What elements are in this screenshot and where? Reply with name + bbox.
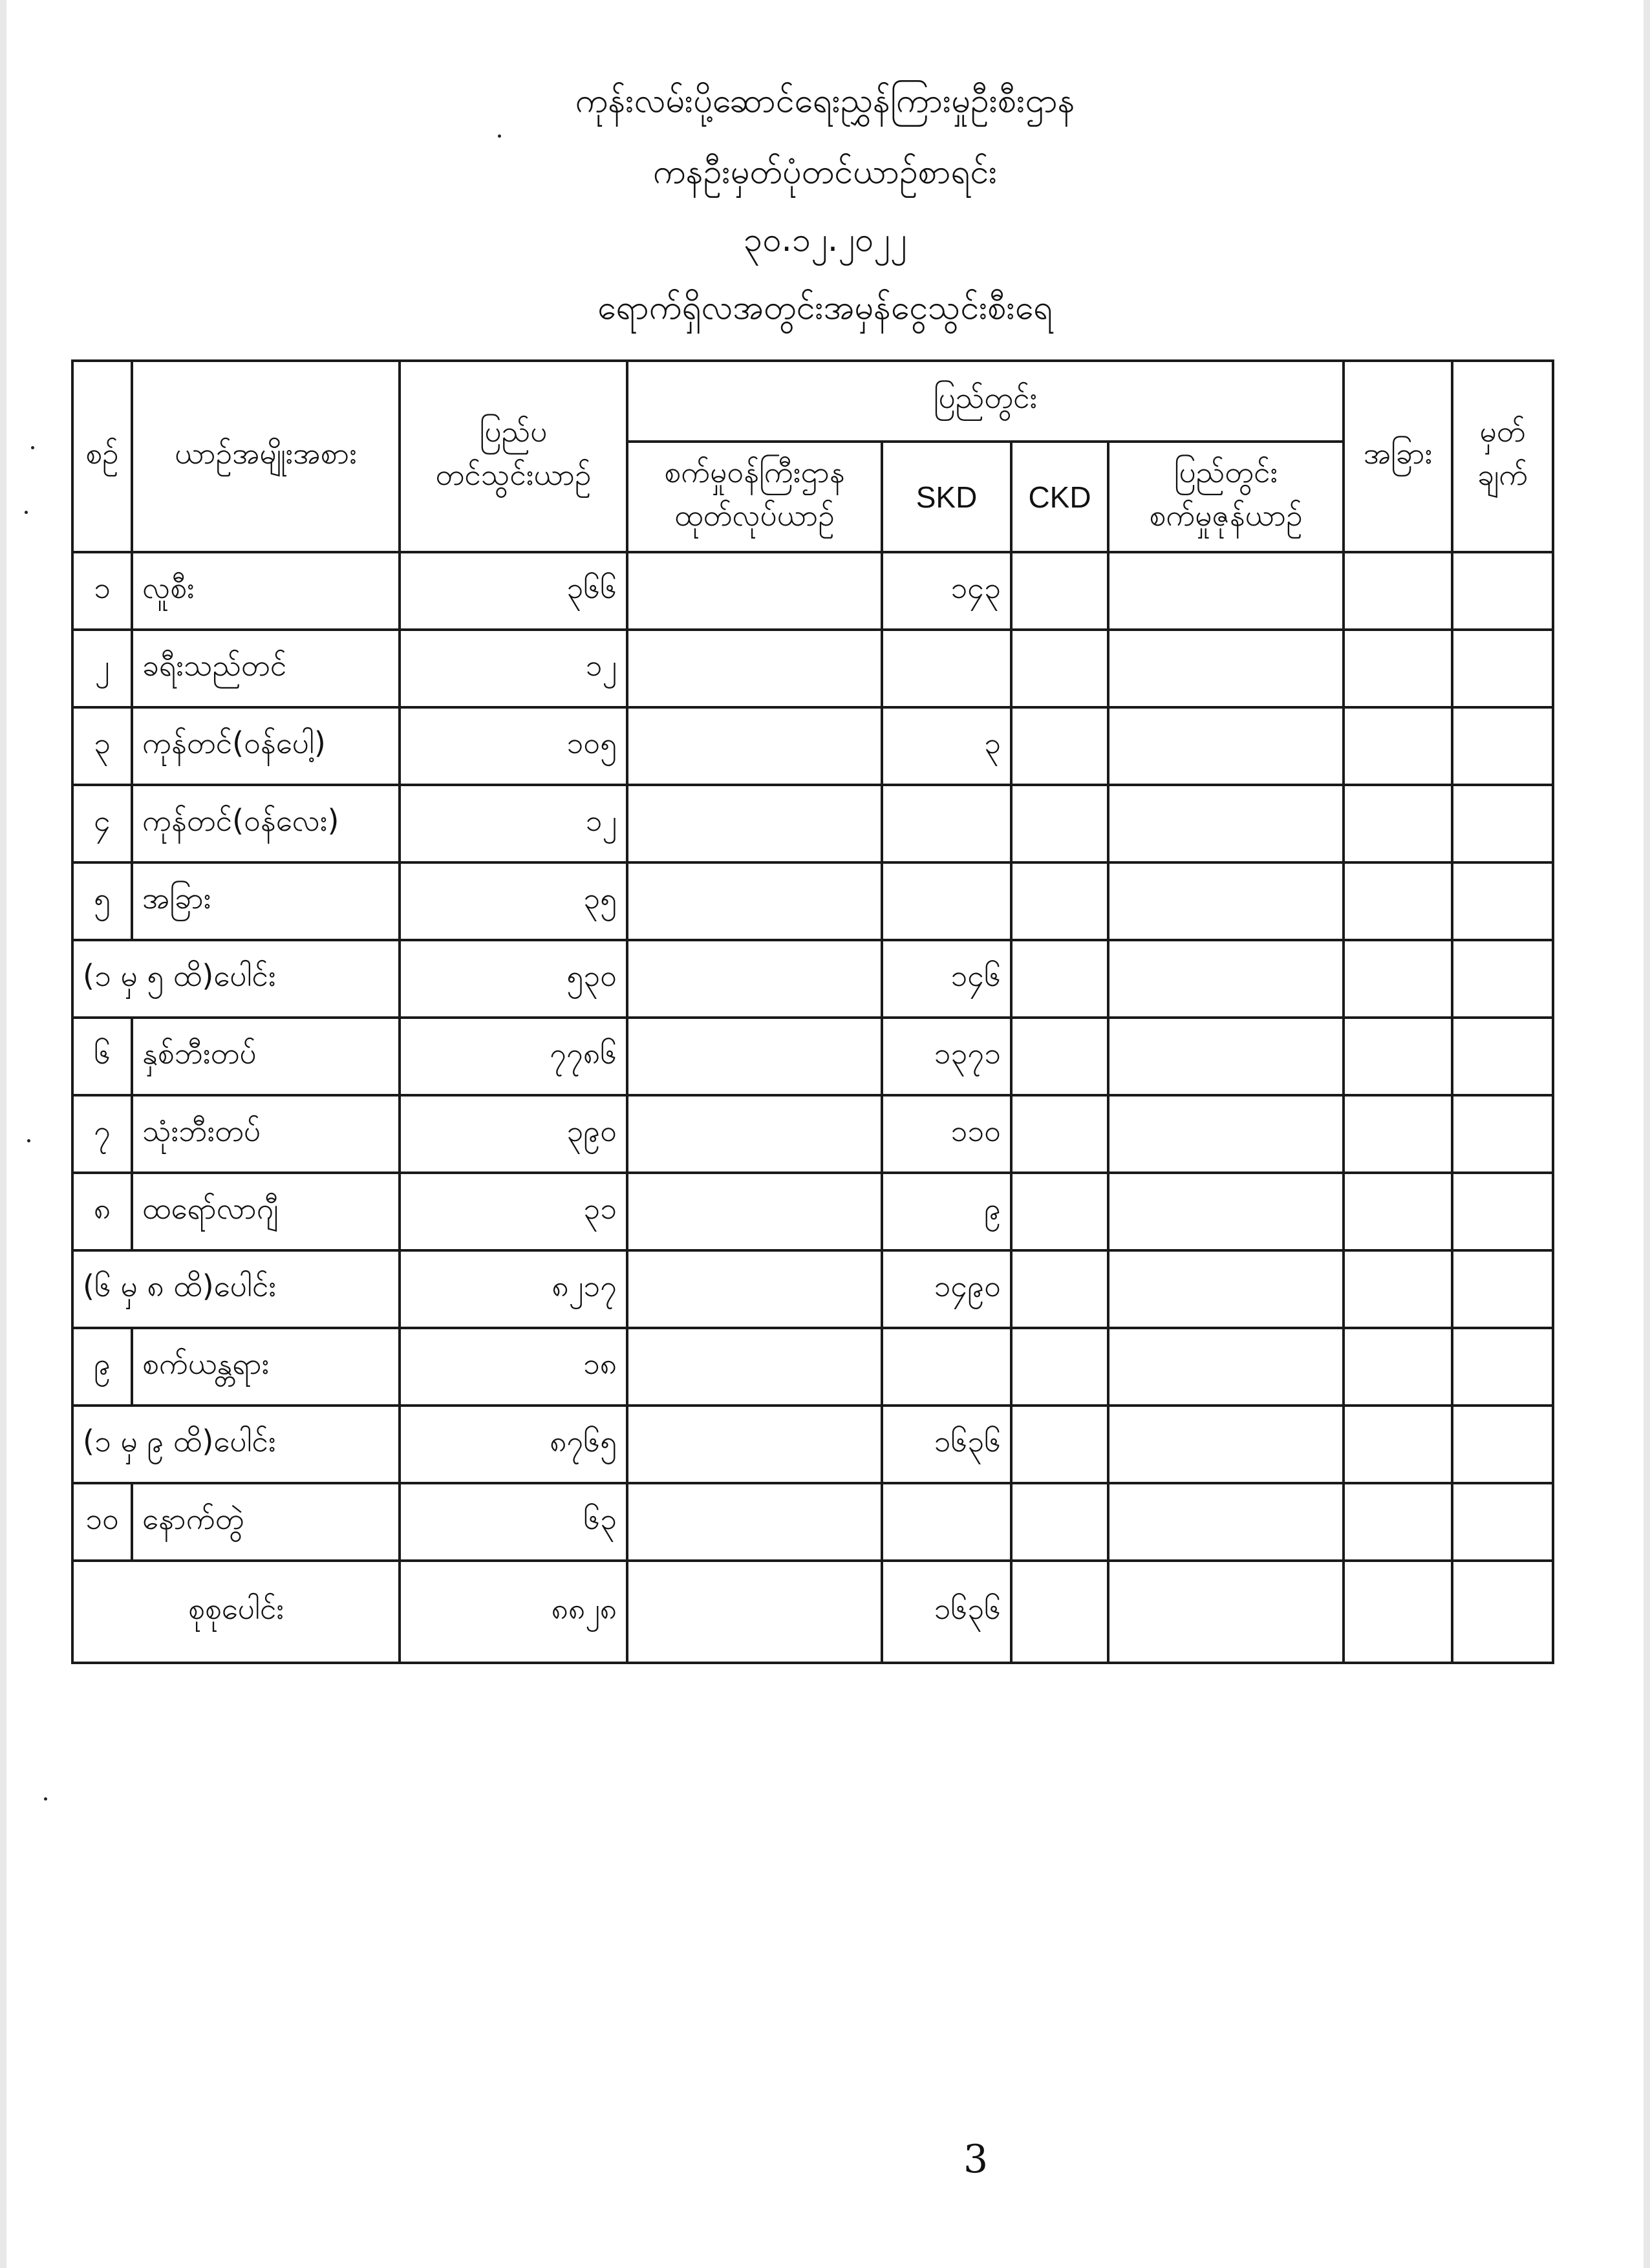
imported-cell: ၁၀၅ xyxy=(400,707,627,785)
col-header-ministry: စက်မှုဝန်ကြီးဌာန ထုတ်လုပ်ယာဉ် xyxy=(627,442,882,552)
domestic-industry-cell xyxy=(1108,862,1344,940)
ckd-cell xyxy=(1011,1018,1108,1095)
remarks-cell xyxy=(1452,940,1553,1018)
grand-total-row xyxy=(72,1561,1553,1663)
col-header-other: အခြား xyxy=(1344,361,1452,552)
vehicle-type-cell: နှစ်ဘီးတပ် xyxy=(132,1018,400,1095)
subtotal-row xyxy=(72,940,1553,1018)
ckd-cell xyxy=(1011,1406,1108,1483)
remarks-cell xyxy=(1452,1328,1553,1406)
domestic-industry-cell xyxy=(1108,552,1344,630)
ministry-cell xyxy=(627,707,882,785)
col-header-ckd: CKD xyxy=(1011,442,1108,552)
skd-cell xyxy=(882,1328,1011,1406)
table-row xyxy=(72,630,1553,707)
other-cell xyxy=(1344,1561,1452,1663)
skd-cell xyxy=(882,630,1011,707)
vehicle-type-cell: နောက်တွဲ xyxy=(132,1483,400,1561)
ministry-cell xyxy=(627,940,882,1018)
other-cell xyxy=(1344,552,1452,630)
ckd-cell xyxy=(1011,1095,1108,1173)
col-header-remarks: မှတ် ချက် xyxy=(1452,361,1553,552)
ckd-cell xyxy=(1011,785,1108,862)
scan-edge-left xyxy=(0,0,6,2268)
document-date: ၃၀.၁၂.၂၀၂၂ xyxy=(743,220,907,259)
imported-cell: ၁၂ xyxy=(400,630,627,707)
subtotal-row xyxy=(72,1250,1553,1328)
skd-cell: ၁၄၉၀ xyxy=(882,1250,1011,1328)
skd-cell: ၃ xyxy=(882,707,1011,785)
ministry-cell xyxy=(627,1328,882,1406)
row-number: ၁၀ xyxy=(72,1483,132,1561)
imported-cell: ၇၇၈၆ xyxy=(400,1018,627,1095)
scan-speck xyxy=(44,1797,47,1801)
other-cell xyxy=(1344,1406,1452,1483)
skd-cell xyxy=(882,1483,1011,1561)
other-cell xyxy=(1344,1173,1452,1250)
remarks-cell xyxy=(1452,1483,1553,1561)
col-header-vehicle-type: ယာဉ်အမျိုးအစား xyxy=(132,361,400,552)
imported-cell: ၈၇၆၅ xyxy=(400,1406,627,1483)
remarks-cell xyxy=(1452,1250,1553,1328)
domestic-industry-cell xyxy=(1108,1018,1344,1095)
subtotal-label: (၆ မှ ၈ ထိ)ပေါင်း xyxy=(72,1250,400,1328)
col-header-no: စဉ် xyxy=(72,361,132,552)
table-row xyxy=(72,1483,1553,1561)
table-row xyxy=(72,785,1553,862)
other-cell xyxy=(1344,1250,1452,1328)
remarks-cell xyxy=(1452,1406,1553,1483)
ministry-cell xyxy=(627,1018,882,1095)
ministry-cell xyxy=(627,1250,882,1328)
ckd-cell xyxy=(1011,1250,1108,1328)
scan-speck xyxy=(25,511,28,514)
ckd-cell xyxy=(1011,552,1108,630)
other-cell xyxy=(1344,1483,1452,1561)
document-subtitle: ရောက်ရှိလအတွင်းအမှန်ငွေသွင်းစီးရေ xyxy=(597,288,1053,327)
scan-speck xyxy=(27,1139,30,1142)
ministry-cell xyxy=(627,630,882,707)
table-row xyxy=(72,1173,1553,1250)
vehicle-registration-table xyxy=(71,359,1554,1664)
row-number: ၇ xyxy=(72,1095,132,1173)
ministry-cell xyxy=(627,1173,882,1250)
remarks-cell xyxy=(1452,1095,1553,1173)
domestic-industry-cell xyxy=(1108,785,1344,862)
vehicle-type-cell: စက်ယန္တရား xyxy=(132,1328,400,1406)
imported-cell: ၈၈၂၈ xyxy=(400,1561,627,1663)
domestic-industry-cell xyxy=(1108,1561,1344,1663)
row-number: ၉ xyxy=(72,1328,132,1406)
skd-cell xyxy=(882,862,1011,940)
imported-cell: ၁၈ xyxy=(400,1328,627,1406)
ckd-cell xyxy=(1011,1173,1108,1250)
header-row-1 xyxy=(72,361,1553,442)
ckd-cell xyxy=(1011,630,1108,707)
col-header-imported: ပြည်ပ တင်သွင်းယာဉ် xyxy=(400,361,627,552)
other-cell xyxy=(1344,1328,1452,1406)
remarks-cell xyxy=(1452,707,1553,785)
imported-cell: ၃၅ xyxy=(400,862,627,940)
ministry-cell xyxy=(627,862,882,940)
imported-cell: ၈၂၁၇ xyxy=(400,1250,627,1328)
domestic-industry-cell xyxy=(1108,1406,1344,1483)
scan-speck xyxy=(31,446,34,449)
skd-cell: ၁၁၀ xyxy=(882,1095,1011,1173)
ckd-cell xyxy=(1011,1483,1108,1561)
other-cell xyxy=(1344,1018,1452,1095)
ministry-cell xyxy=(627,1406,882,1483)
table-row xyxy=(72,862,1553,940)
scan-edge-right xyxy=(1644,0,1650,2268)
vehicle-type-cell: ခရီးသည်တင် xyxy=(132,630,400,707)
domestic-industry-cell xyxy=(1108,1483,1344,1561)
row-number: ၁ xyxy=(72,552,132,630)
table-row xyxy=(72,707,1553,785)
col-header-skd: SKD xyxy=(882,442,1011,552)
skd-cell: ၁၆၃၆ xyxy=(882,1406,1011,1483)
department-title: ကုန်းလမ်းပို့ဆောင်ရေးညွှန်ကြားမှုဦးစီးဌာန xyxy=(575,81,1075,120)
ministry-cell xyxy=(627,1483,882,1561)
domestic-industry-cell xyxy=(1108,1173,1344,1250)
other-cell xyxy=(1344,862,1452,940)
row-number: ၂ xyxy=(72,630,132,707)
remarks-cell xyxy=(1452,862,1553,940)
other-cell xyxy=(1344,630,1452,707)
ckd-cell xyxy=(1011,1561,1108,1663)
ckd-cell xyxy=(1011,707,1108,785)
table-row xyxy=(72,1328,1553,1406)
imported-cell: ၃၁ xyxy=(400,1173,627,1250)
remarks-cell xyxy=(1452,1173,1553,1250)
subtotal-label: (၁ မှ ၅ ထိ)ပေါင်း xyxy=(72,940,400,1018)
remarks-cell xyxy=(1452,630,1553,707)
row-number: ၆ xyxy=(72,1018,132,1095)
vehicle-type-cell: လူစီး xyxy=(132,552,400,630)
imported-cell: ၃၆၆ xyxy=(400,552,627,630)
skd-cell xyxy=(882,785,1011,862)
other-cell xyxy=(1344,940,1452,1018)
skd-cell: ၉ xyxy=(882,1173,1011,1250)
col-header-domestic-industry: ပြည်တွင်း စက်မှုဇုန်ယာဉ် xyxy=(1108,442,1344,552)
row-number: ၅ xyxy=(72,862,132,940)
grand-total-label: စုစုပေါင်း xyxy=(72,1561,400,1663)
page-number: 3 xyxy=(963,2137,989,2182)
other-cell xyxy=(1344,707,1452,785)
domestic-industry-cell xyxy=(1108,707,1344,785)
ckd-cell xyxy=(1011,940,1108,1018)
table-row xyxy=(72,552,1553,630)
subtotal-row xyxy=(72,1406,1553,1483)
ckd-cell xyxy=(1011,862,1108,940)
document-title: ကနဦးမှတ်ပုံတင်ယာဉ်စာရင်း xyxy=(652,153,998,191)
domestic-industry-cell xyxy=(1108,1250,1344,1328)
vehicle-type-cell: ကုန်တင်(ဝန်ပေါ့) xyxy=(132,707,400,785)
vehicle-type-cell: ထရော်လာဂျီ xyxy=(132,1173,400,1250)
remarks-cell xyxy=(1452,1561,1553,1663)
domestic-industry-cell xyxy=(1108,1328,1344,1406)
ministry-cell xyxy=(627,1561,882,1663)
ministry-cell xyxy=(627,1095,882,1173)
imported-cell: ၃၉၀ xyxy=(400,1095,627,1173)
imported-cell: ၆၃ xyxy=(400,1483,627,1561)
col-header-domestic: ပြည်တွင်း xyxy=(627,361,1344,442)
vehicle-type-cell: ကုန်တင်(ဝန်လေး) xyxy=(132,785,400,862)
domestic-industry-cell xyxy=(1108,1095,1344,1173)
skd-cell: ၁၄၃ xyxy=(882,552,1011,630)
subtotal-label: (၁ မှ ၉ ထိ)ပေါင်း xyxy=(72,1406,400,1483)
other-cell xyxy=(1344,1095,1452,1173)
domestic-industry-cell xyxy=(1108,630,1344,707)
remarks-cell xyxy=(1452,785,1553,862)
row-number: ၈ xyxy=(72,1173,132,1250)
scan-speck xyxy=(498,134,501,138)
remarks-cell xyxy=(1452,552,1553,630)
domestic-industry-cell xyxy=(1108,940,1344,1018)
imported-cell: ၁၂ xyxy=(400,785,627,862)
row-number: ၄ xyxy=(72,785,132,862)
vehicle-type-cell: အခြား xyxy=(132,862,400,940)
ministry-cell xyxy=(627,785,882,862)
imported-cell: ၅၃၀ xyxy=(400,940,627,1018)
skd-cell: ၁၃၇၁ xyxy=(882,1018,1011,1095)
skd-cell: ၁၆၃၆ xyxy=(882,1561,1011,1663)
vehicle-type-cell: သုံးဘီးတပ် xyxy=(132,1095,400,1173)
ministry-cell xyxy=(627,552,882,630)
row-number: ၃ xyxy=(72,707,132,785)
ckd-cell xyxy=(1011,1328,1108,1406)
other-cell xyxy=(1344,785,1452,862)
table-row xyxy=(72,1018,1553,1095)
remarks-cell xyxy=(1452,1018,1553,1095)
table-row xyxy=(72,1095,1553,1173)
skd-cell: ၁၄၆ xyxy=(882,940,1011,1018)
